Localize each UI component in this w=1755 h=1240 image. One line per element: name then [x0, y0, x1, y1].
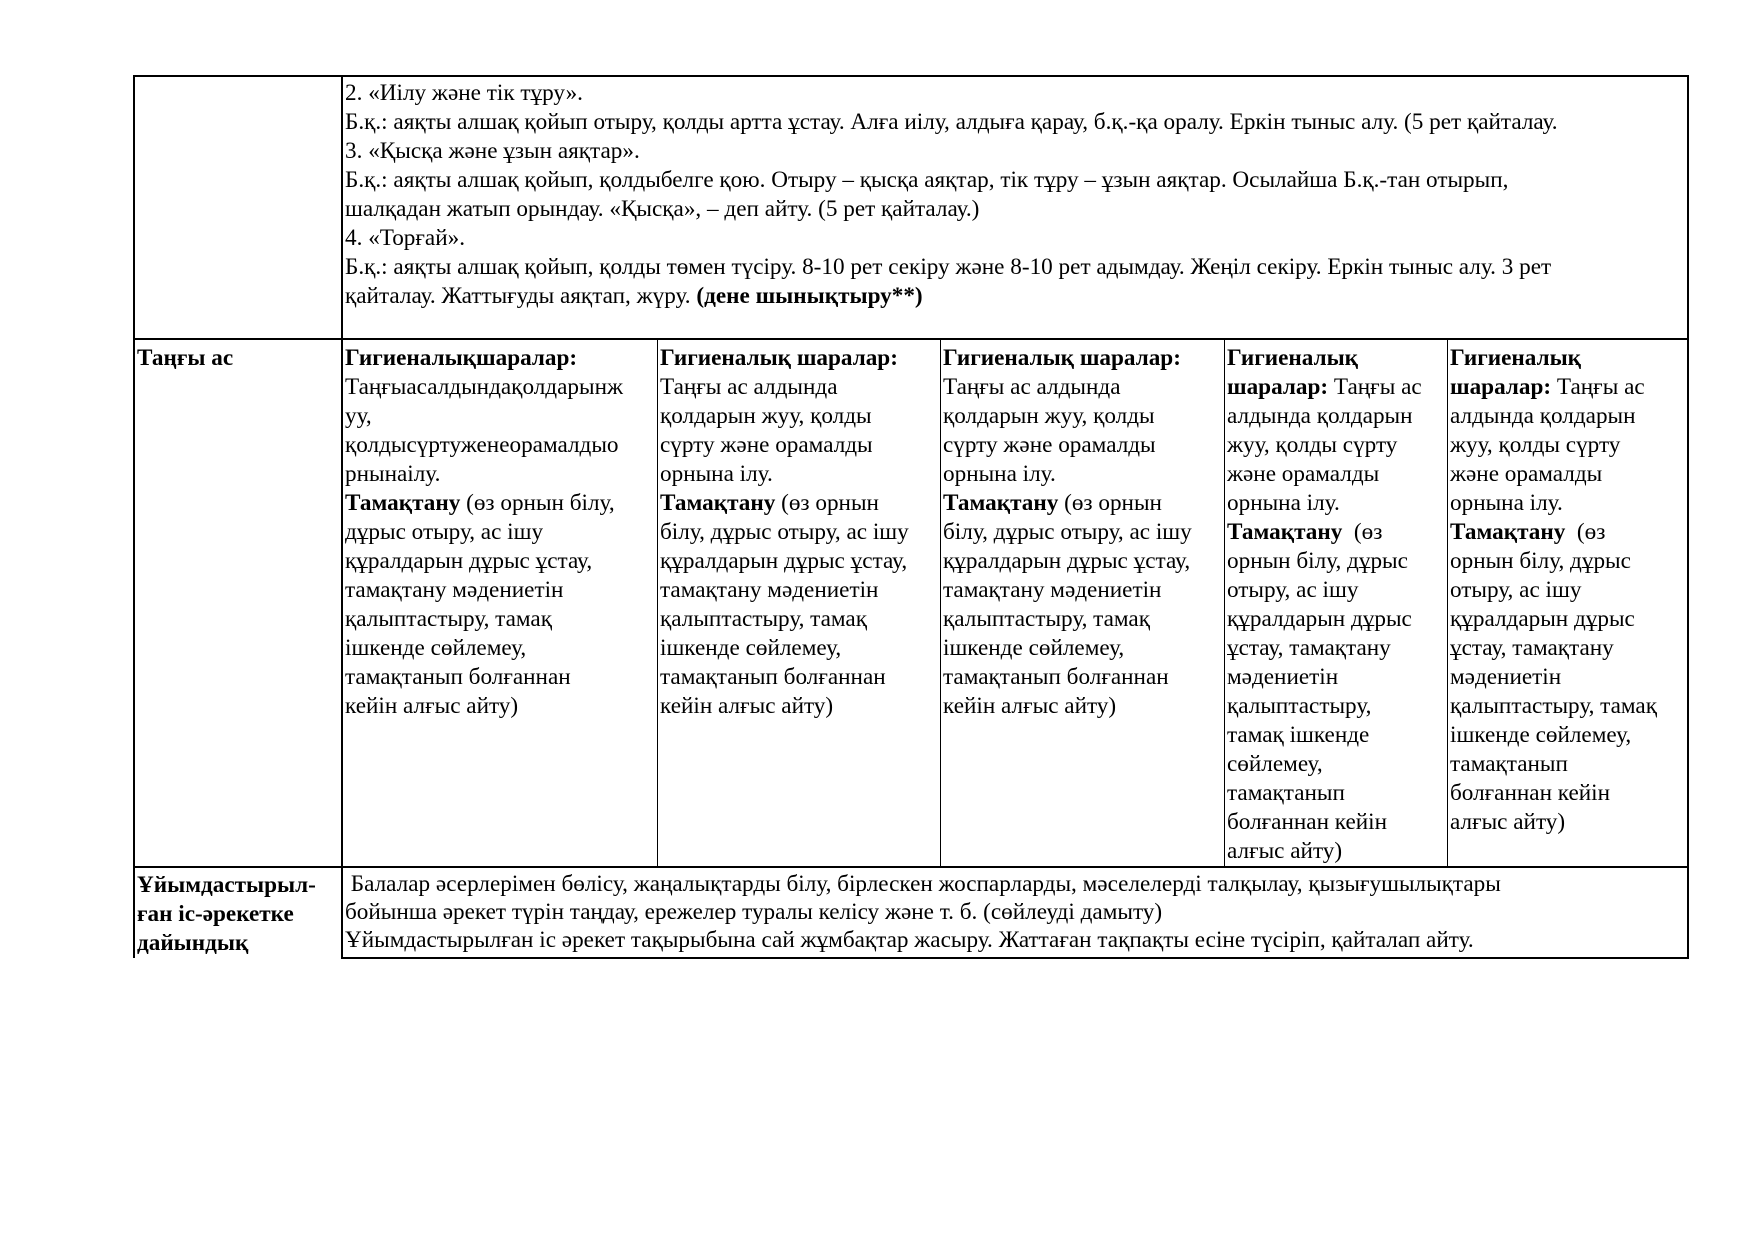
- breakfast-line: [943, 344, 1222, 373]
- breakfast-line-text: құралдарын дұрыс: [1227, 606, 1412, 632]
- breakfast-line-bold: Гигиеналық шаралар:: [943, 345, 1181, 371]
- breakfast-line: [1227, 431, 1445, 460]
- breakfast-line: [1450, 547, 1685, 576]
- breakfast-line-text: қалыптастыру, тамақ: [943, 606, 1150, 632]
- breakfast-line-bold: Тамақтану: [1450, 519, 1566, 545]
- breakfast-line: [345, 692, 655, 721]
- breakfast-line-text: тамақтану мәдениетін: [943, 577, 1162, 603]
- breakfast-line: [1450, 460, 1685, 489]
- breakfast-line: [1450, 344, 1685, 373]
- breakfast-line: [345, 460, 655, 489]
- breakfast-line: [1227, 663, 1445, 692]
- breakfast-line: [1450, 518, 1685, 547]
- breakfast-line: [660, 489, 938, 518]
- breakfast-line-text: отыру, ас ішу: [1450, 577, 1582, 603]
- breakfast-line: [943, 431, 1222, 460]
- breakfast-line-bold: Тамақтану: [345, 490, 461, 516]
- exercise-line: 2. «Иілу және тік тұру».: [345, 80, 583, 106]
- breakfast-line: [345, 547, 655, 576]
- breakfast-line-text: жуу, қолды сүрту: [1450, 432, 1621, 458]
- breakfast-line-text: (өз орнын: [1058, 490, 1162, 516]
- exercise-line: Б.қ.: аяқты алшақ қойып, қолды төмен түсіру. 8-10 рет секіру және 8-10 рет адымдау. Жеңіл секіру. Еркін тыныс алу. 3 рет: [345, 254, 1552, 280]
- breakfast-line: [943, 518, 1222, 547]
- breakfast-line-bold: Гигиеналықшаралар:: [345, 345, 578, 371]
- breakfast-line-text: тамақтану мәдениетін: [345, 577, 564, 603]
- breakfast-line-text: болғаннан кейін: [1227, 809, 1388, 835]
- preparation-label-line: дайындық: [137, 930, 249, 956]
- breakfast-line-bold: Гигиеналық: [1227, 345, 1359, 371]
- breakfast-line-text: кейін алғыс айту): [660, 693, 834, 719]
- breakfast-line-text: алғыс айту): [1450, 809, 1566, 835]
- breakfast-line: [1227, 808, 1445, 837]
- breakfast-line-text: кейін алғыс айту): [345, 693, 519, 719]
- breakfast-label: Таңғы ас: [137, 345, 234, 371]
- breakfast-line: [660, 431, 938, 460]
- breakfast-line-text: алдында қолдарын: [1227, 403, 1413, 429]
- breakfast-line-text: ішкенде сөйлемеу,: [943, 635, 1125, 661]
- breakfast-line: [1450, 576, 1685, 605]
- breakfast-line: [1227, 692, 1445, 721]
- preparation-label: [135, 870, 340, 959]
- breakfast-line-text: кейін алғыс айту): [943, 693, 1117, 719]
- breakfast-line-text: алдында қолдарын: [1450, 403, 1636, 429]
- breakfast-line: [943, 663, 1222, 692]
- breakfast-line: [1227, 518, 1445, 547]
- breakfast-line: [1450, 402, 1685, 431]
- breakfast-line: [660, 576, 938, 605]
- breakfast-line-text: тамақ ішкенде: [1227, 722, 1370, 748]
- breakfast-line-bold: шаралар:: [1227, 374, 1329, 400]
- breakfast-line: [943, 605, 1222, 634]
- table-top-border: [133, 75, 1688, 77]
- breakfast-line-text: құралдарын дұрыс ұстау,: [943, 548, 1191, 574]
- breakfast-line: [660, 547, 938, 576]
- breakfast-line-text: құралдарын дұрыс ұстау,: [660, 548, 908, 574]
- breakfast-line-text: ұстау, тамақтану: [1227, 635, 1391, 661]
- breakfast-line-text: уу,: [345, 403, 372, 429]
- breakfast-line-bold: Гигиеналық шаралар:: [660, 345, 898, 371]
- breakfast-line: [1450, 721, 1685, 750]
- breakfast-line-text: тамақтанып: [1227, 780, 1345, 806]
- breakfast-line: [943, 489, 1222, 518]
- breakfast-line: [1227, 750, 1445, 779]
- breakfast-line: [1227, 460, 1445, 489]
- row-divider-2: [133, 866, 1689, 868]
- breakfast-line: [1450, 489, 1685, 518]
- breakfast-line: [660, 344, 938, 373]
- breakfast-line-text: тамақтанып болғаннан: [345, 664, 571, 690]
- breakfast-line: [943, 634, 1222, 663]
- breakfast-line: [1227, 489, 1445, 518]
- preparation-label-line: ған іс-әрекетке: [137, 901, 294, 927]
- breakfast-line: [345, 402, 655, 431]
- breakfast-line: [345, 518, 655, 547]
- breakfast-line: [1450, 663, 1685, 692]
- breakfast-line: [943, 576, 1222, 605]
- breakfast-line-text: Таңғыасалдындақолдарынж: [345, 374, 624, 400]
- breakfast-line: [1450, 779, 1685, 808]
- breakfast-line-text: тамақтанып болғаннан: [943, 664, 1169, 690]
- breakfast-line-text: Таңғы ас: [1551, 374, 1645, 400]
- breakfast-line-text: тамақтану мәдениетін: [660, 577, 879, 603]
- table-bottom-border: [342, 957, 1689, 959]
- breakfast-line-text: тамақтанып: [1450, 751, 1568, 777]
- breakfast-line-text: дұрыс отыру, ас ішу: [345, 519, 544, 545]
- breakfast-line: [1450, 750, 1685, 779]
- breakfast-line-text: сүрту және орамалды: [943, 432, 1156, 458]
- breakfast-line: [943, 692, 1222, 721]
- breakfast-line: [345, 373, 655, 402]
- breakfast-line-text: орнына ілу.: [943, 461, 1056, 487]
- exercise-line: 4. «Торғай».: [345, 225, 465, 251]
- breakfast-line: [345, 634, 655, 663]
- breakfast-line: [943, 547, 1222, 576]
- breakfast-line: [943, 373, 1222, 402]
- breakfast-line-text: мәдениетін: [1227, 664, 1339, 690]
- breakfast-line-text: құралдарын дұрыс: [1450, 606, 1635, 632]
- breakfast-line: [345, 489, 655, 518]
- breakfast-line-text: қалыптастыру, тамақ: [345, 606, 552, 632]
- breakfast-line-text: қолдарын жуу, қолды: [660, 403, 872, 429]
- table-right-border: [1687, 75, 1689, 959]
- breakfast-line: [660, 373, 938, 402]
- breakfast-line-text: орнына ілу.: [660, 461, 773, 487]
- breakfast-line: [660, 402, 938, 431]
- breakfast-line: [1227, 576, 1445, 605]
- breakfast-line-text: (өз орнын білу,: [460, 490, 615, 516]
- breakfast-line: [345, 663, 655, 692]
- breakfast-line-text: қолдысүртуженеорамалдыо: [345, 432, 619, 458]
- breakfast-line: [660, 634, 938, 663]
- breakfast-line-text: құралдарын дұрыс ұстау,: [345, 548, 593, 574]
- breakfast-line-text: білу, дұрыс отыру, ас ішу: [660, 519, 909, 545]
- breakfast-line-text: тамақтанып болғаннан: [660, 664, 886, 690]
- breakfast-line: [1227, 402, 1445, 431]
- breakfast-line: [660, 663, 938, 692]
- exercise-line: 3. «Қысқа және ұзын аяқтар».: [345, 138, 640, 164]
- breakfast-line: [660, 518, 938, 547]
- breakfast-line-text: мәдениетін: [1450, 664, 1562, 690]
- breakfast-line-text: қалыптастыру, тамақ: [660, 606, 867, 632]
- exercise-line: [345, 282, 1685, 311]
- breakfast-line-text: ішкенде сөйлемеу,: [660, 635, 842, 661]
- breakfast-line: [943, 460, 1222, 489]
- breakfast-line-text: жуу, қолды сүрту: [1227, 432, 1398, 458]
- preparation-cell: [343, 870, 1687, 956]
- breakfast-line: [1450, 373, 1685, 402]
- table-left-border: [133, 75, 135, 958]
- breakfast-line: [1227, 344, 1445, 373]
- breakfast-line: [345, 605, 655, 634]
- exercise-line: Б.қ.: аяқты алшақ қойып отыру, қолды артта ұстау. Алға иілу, алдыға қарау, б.қ.-қа оралу. Еркін тыныс алу. (5 рет қайталау.: [345, 109, 1558, 135]
- breakfast-day-3: [941, 343, 1224, 722]
- breakfast-line-text: орнына ілу.: [1227, 490, 1340, 516]
- breakfast-line-text: орнын білу, дұрыс: [1227, 548, 1408, 574]
- breakfast-line-bold: Тамақтану: [1227, 519, 1343, 545]
- breakfast-line: [660, 605, 938, 634]
- breakfast-line-text: (өз: [1342, 519, 1383, 545]
- breakfast-line-text: және орамалды: [1227, 461, 1380, 487]
- breakfast-day-1: [343, 343, 657, 722]
- breakfast-line: [1227, 373, 1445, 402]
- breakfast-line-text: орнына ілу.: [1450, 490, 1563, 516]
- breakfast-line-text: ішкенде сөйлемеу,: [345, 635, 527, 661]
- breakfast-line: [1227, 634, 1445, 663]
- preparation-line: Балалар әсерлерімен бөлісу, жаңалықтарды білу, бірлескен жоспарларды, мәселелерді талқылау, қызығушылықтары: [345, 871, 1501, 897]
- subject-tag: (дене шынықтыру**): [696, 283, 923, 309]
- breakfast-line: [345, 431, 655, 460]
- breakfast-line: [1227, 605, 1445, 634]
- breakfast-line-text: сүрту және орамалды: [660, 432, 873, 458]
- breakfast-day-5: [1448, 343, 1687, 838]
- breakfast-line-text: отыру, ас ішу: [1227, 577, 1359, 603]
- breakfast-line-text: болғаннан кейін: [1450, 780, 1611, 806]
- breakfast-line-text: қалыптастыру, тамақ: [1450, 693, 1657, 719]
- breakfast-line-text: және орамалды: [1450, 461, 1603, 487]
- breakfast-line: [345, 576, 655, 605]
- breakfast-line: [660, 460, 938, 489]
- breakfast-line-bold: Тамақтану: [943, 490, 1059, 516]
- exercise-cell: [343, 79, 1687, 337]
- exercise-line: Б.қ.: аяқты алшақ қойып, қолдыбелге қою. Отыру – қысқа аяқтар, тік тұру – ұзын аяқтар. Осылайша Б.қ.-тан отырып,: [345, 167, 1509, 193]
- preparation-label-line: Ұйымдастырыл-: [137, 872, 316, 898]
- breakfast-line-text: білу, дұрыс отыру, ас ішу: [943, 519, 1192, 545]
- breakfast-line-text: Таңғы ас: [1328, 374, 1422, 400]
- exercise-line-text: қайталау. Жаттығуды аяқтап, жүру.: [345, 283, 697, 309]
- row-divider-1: [133, 338, 1689, 340]
- breakfast-line: [1450, 634, 1685, 663]
- breakfast-line-bold: Тамақтану: [660, 490, 776, 516]
- breakfast-line: [1227, 837, 1445, 866]
- breakfast-line: [345, 344, 655, 373]
- breakfast-line: [1450, 692, 1685, 721]
- breakfast-line: [1450, 605, 1685, 634]
- preparation-line: бойынша әрекет түрін таңдау, ережелер туралы келісу және т. б. (сөйлеуді дамыту): [345, 899, 1163, 925]
- breakfast-day-2: [658, 343, 940, 722]
- breakfast-line-text: қолдарын жуу, қолды: [943, 403, 1155, 429]
- breakfast-line: [660, 692, 938, 721]
- breakfast-line-text: орнын білу, дұрыс: [1450, 548, 1631, 574]
- breakfast-line-text: Таңғы ас алдында: [660, 374, 838, 400]
- breakfast-line-text: сөйлемеу,: [1227, 751, 1323, 777]
- breakfast-line-text: ішкенде сөйлемеу,: [1450, 722, 1632, 748]
- breakfast-line: [1227, 779, 1445, 808]
- breakfast-line-bold: шаралар:: [1450, 374, 1552, 400]
- breakfast-line: [1450, 808, 1685, 837]
- breakfast-line-text: ұстау, тамақтану: [1450, 635, 1614, 661]
- breakfast-line: [1450, 431, 1685, 460]
- breakfast-line-text: (өз орнын: [775, 490, 879, 516]
- breakfast-line-text: Таңғы ас алдында: [943, 374, 1121, 400]
- breakfast-line: [1227, 721, 1445, 750]
- breakfast-line-text: рнынаілу.: [345, 461, 441, 487]
- breakfast-day-4: [1225, 343, 1447, 867]
- preparation-line: Ұйымдастырылған іс әрекет тақырыбына сай жұмбақтар жасыру. Жаттаған тақпақты есіне түсіріп, қайталап айту.: [345, 927, 1474, 953]
- exercise-line: шалқадан жатып орындау. «Қысқа», – деп айту. (5 рет қайталау.): [345, 196, 980, 222]
- breakfast-line-text: қалыптастыру,: [1227, 693, 1372, 719]
- breakfast-line: [943, 402, 1222, 431]
- breakfast-line-text: (өз: [1565, 519, 1606, 545]
- breakfast-line: [1227, 547, 1445, 576]
- breakfast-line-bold: Гигиеналық: [1450, 345, 1582, 371]
- breakfast-line-text: алғыс айту): [1227, 838, 1343, 864]
